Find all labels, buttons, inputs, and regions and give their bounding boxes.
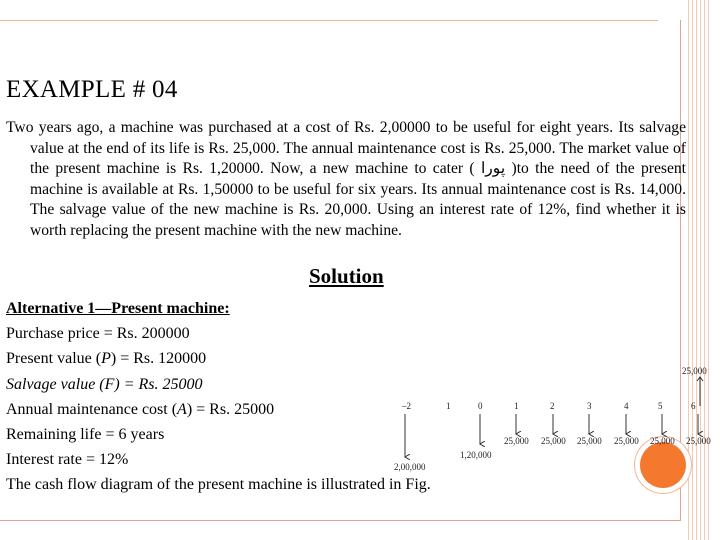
period-label-3: 1 <box>514 401 519 411</box>
salvage-value-var: F <box>104 375 115 393</box>
maintenance-label-1: 25,000 <box>504 436 529 446</box>
maintenance-cost-line <box>6 397 431 422</box>
cash-flow-diagram <box>372 362 720 474</box>
period-label-8: 6 <box>691 401 696 411</box>
problem-text-part-2: )to the need of the present machine is available at Rs. 1,50000 to be useful for six years. Its annual maintenance cost is Rs. 14,000. The salvage value of the new machine is Rs. 20,000. Using an interest rate of 12%, find whether it is worth replacing the present machine with the new machine. <box>30 160 686 239</box>
salvage-value-amount: ) = Rs. 25000 <box>114 375 203 393</box>
maintenance-label-2: 25,000 <box>541 436 566 446</box>
present-value-diagram-label: 1,20,000 <box>460 450 492 460</box>
maintenance-label-6: 25,000 <box>686 436 711 446</box>
interest-rate-line: Interest rate = 12% <box>6 451 129 469</box>
period-label-2: 0 <box>478 401 483 411</box>
period-label-0: –2 <box>402 401 411 411</box>
maintenance-cost-var: A <box>177 400 187 418</box>
maintenance-label-5: 25,000 <box>650 436 675 446</box>
present-value-var: P <box>101 350 111 368</box>
problem-text-part-1: Two years ago, a machine was purchased at a cost of Rs. 2,00000 to be useful for eight years. Its salvage value at the end of its life is Rs. 25,000. The annual maintenance cost is Rs. 25,000. The market value of the present machine is Rs. 1,20000. Now, a new machine to cater ( <box>6 119 686 178</box>
maintenance-label-4: 25,000 <box>614 436 639 446</box>
purchase-outflow-label: 2,00,000 <box>394 462 426 472</box>
period-label-5: 3 <box>587 401 592 411</box>
period-label-6: 4 <box>624 401 629 411</box>
top-divider <box>0 20 658 21</box>
maintenance-cost-label: Annual maintenance cost ( <box>6 400 178 418</box>
salvage-inflow-label: 25,000 <box>682 366 707 376</box>
salvage-value-line <box>6 372 431 397</box>
remaining-life-line: Remaining life = 6 years <box>6 426 165 444</box>
present-value-line <box>6 346 431 371</box>
given-data-list <box>6 296 431 498</box>
maintenance-label-3: 25,000 <box>577 436 602 446</box>
problem-statement <box>6 118 686 242</box>
period-label-7: 5 <box>658 401 663 411</box>
salvage-value-label: Salvage value ( <box>6 375 105 393</box>
alternative-heading: Alternative 1—Present machine: <box>6 300 230 317</box>
urdu-word: پورا <box>480 160 506 178</box>
maintenance-cost-amount: ) = Rs. 25000 <box>186 400 275 418</box>
period-label-4: 2 <box>550 401 555 411</box>
purchase-price-line: Purchase price = Rs. 200000 <box>6 325 190 343</box>
slide-title: EXAMPLE # 04 <box>6 76 178 103</box>
solution-heading: Solution <box>309 264 384 288</box>
period-label-1: 1 <box>446 401 451 411</box>
present-value-amount: ) = Rs. 120000 <box>110 350 207 368</box>
present-value-label: Present value ( <box>6 350 102 368</box>
diagram-caption: The cash flow diagram of the present machine is illustrated in Fig. <box>6 476 431 494</box>
